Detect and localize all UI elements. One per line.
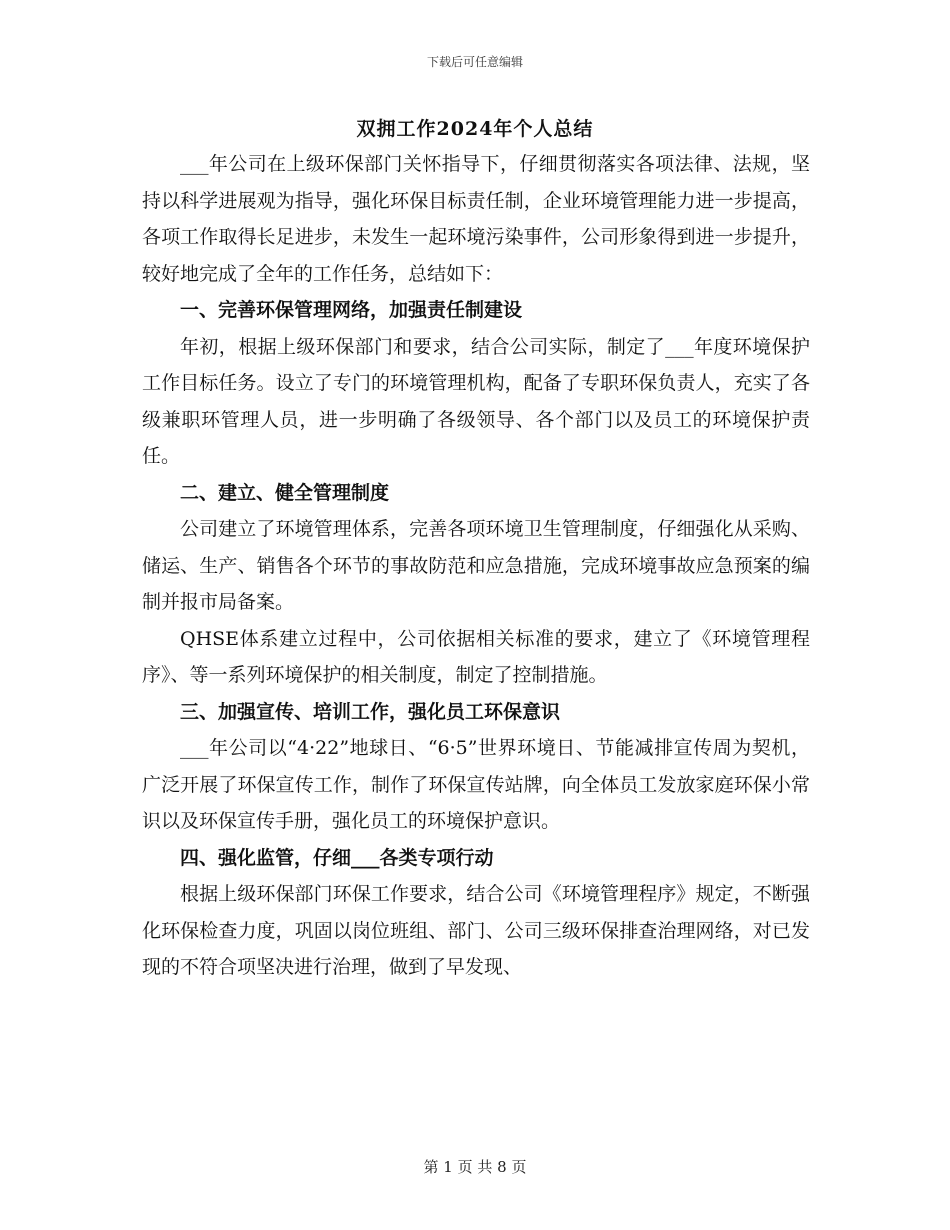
section-heading-4: 四、强化监管，仔细___各类专项行动 [180, 846, 494, 869]
document-title: 双拥工作2024年个人总结 [356, 118, 594, 140]
paragraph-section-2a: 公司建立了环境管理体系，完善各项环境卫生管理制度，仔细强化从采购、储运、生产、销售各个环节的事故防范和应急措施，完成环境事故应急预案的编制并报市局备案。 [142, 518, 810, 613]
paragraph-section-3: ___年公司以“4·22”地球日、“6·5”世界环境日、节能减排宣传周为契机，广泛开展了环保宣传工作，制作了环保宣传站牌，向全体员工发放家庭环保小常识以及环保宣传手册，强化员工的环境保护意识。 [142, 737, 810, 832]
paragraph-section-2b: QHSE体系建立过程中，公司依据相关标准的要求，建立了《环境管理程序》、等一系列环境保护的相关制度，制定了控制措施。 [142, 627, 810, 686]
page-footer: 第 1 页 共 8 页 [423, 1158, 527, 1176]
header-note: 下载后可任意编辑 [426, 55, 523, 69]
section-heading-3: 三、加强宣传、培训工作，强化员工环保意识 [180, 700, 561, 723]
paragraph-section-4: 根据上级环保部门环保工作要求，结合公司《环境管理程序》规定，不断强化环保检查力度，巩固以岗位班组、部门、公司三级环保排查治理网络，对已发现的不符合项坚决进行治理，做到了早发现、 [142, 883, 810, 978]
paragraph-intro: ___年公司在上级环保部门关怀指导下，仔细贯彻落实各项法律、法规，坚持以科学进展观为指导，强化环保目标责任制，企业环境管理能力进一步提高，各项工作取得长足进步，未发生一起环境污染事件，公司形象得到进一步提升，较好地完成了全年的工作任务，总结如下： [142, 153, 810, 285]
section-heading-2: 二、建立、健全管理制度 [180, 481, 390, 504]
document-body [142, 146, 810, 986]
paragraph-section-1: 年初，根据上级环保部门和要求，结合公司实际，制定了___年度环境保护工作目标任务。设立了专门的环境管理机构，配备了专职环保负责人，充实了各级兼职环管理人员，进一步明确了各级领导、各个部门以及员工的环境保护责任。 [142, 335, 810, 467]
section-heading-1: 一、完善环保管理网络，加强责任制建设 [180, 299, 523, 321]
